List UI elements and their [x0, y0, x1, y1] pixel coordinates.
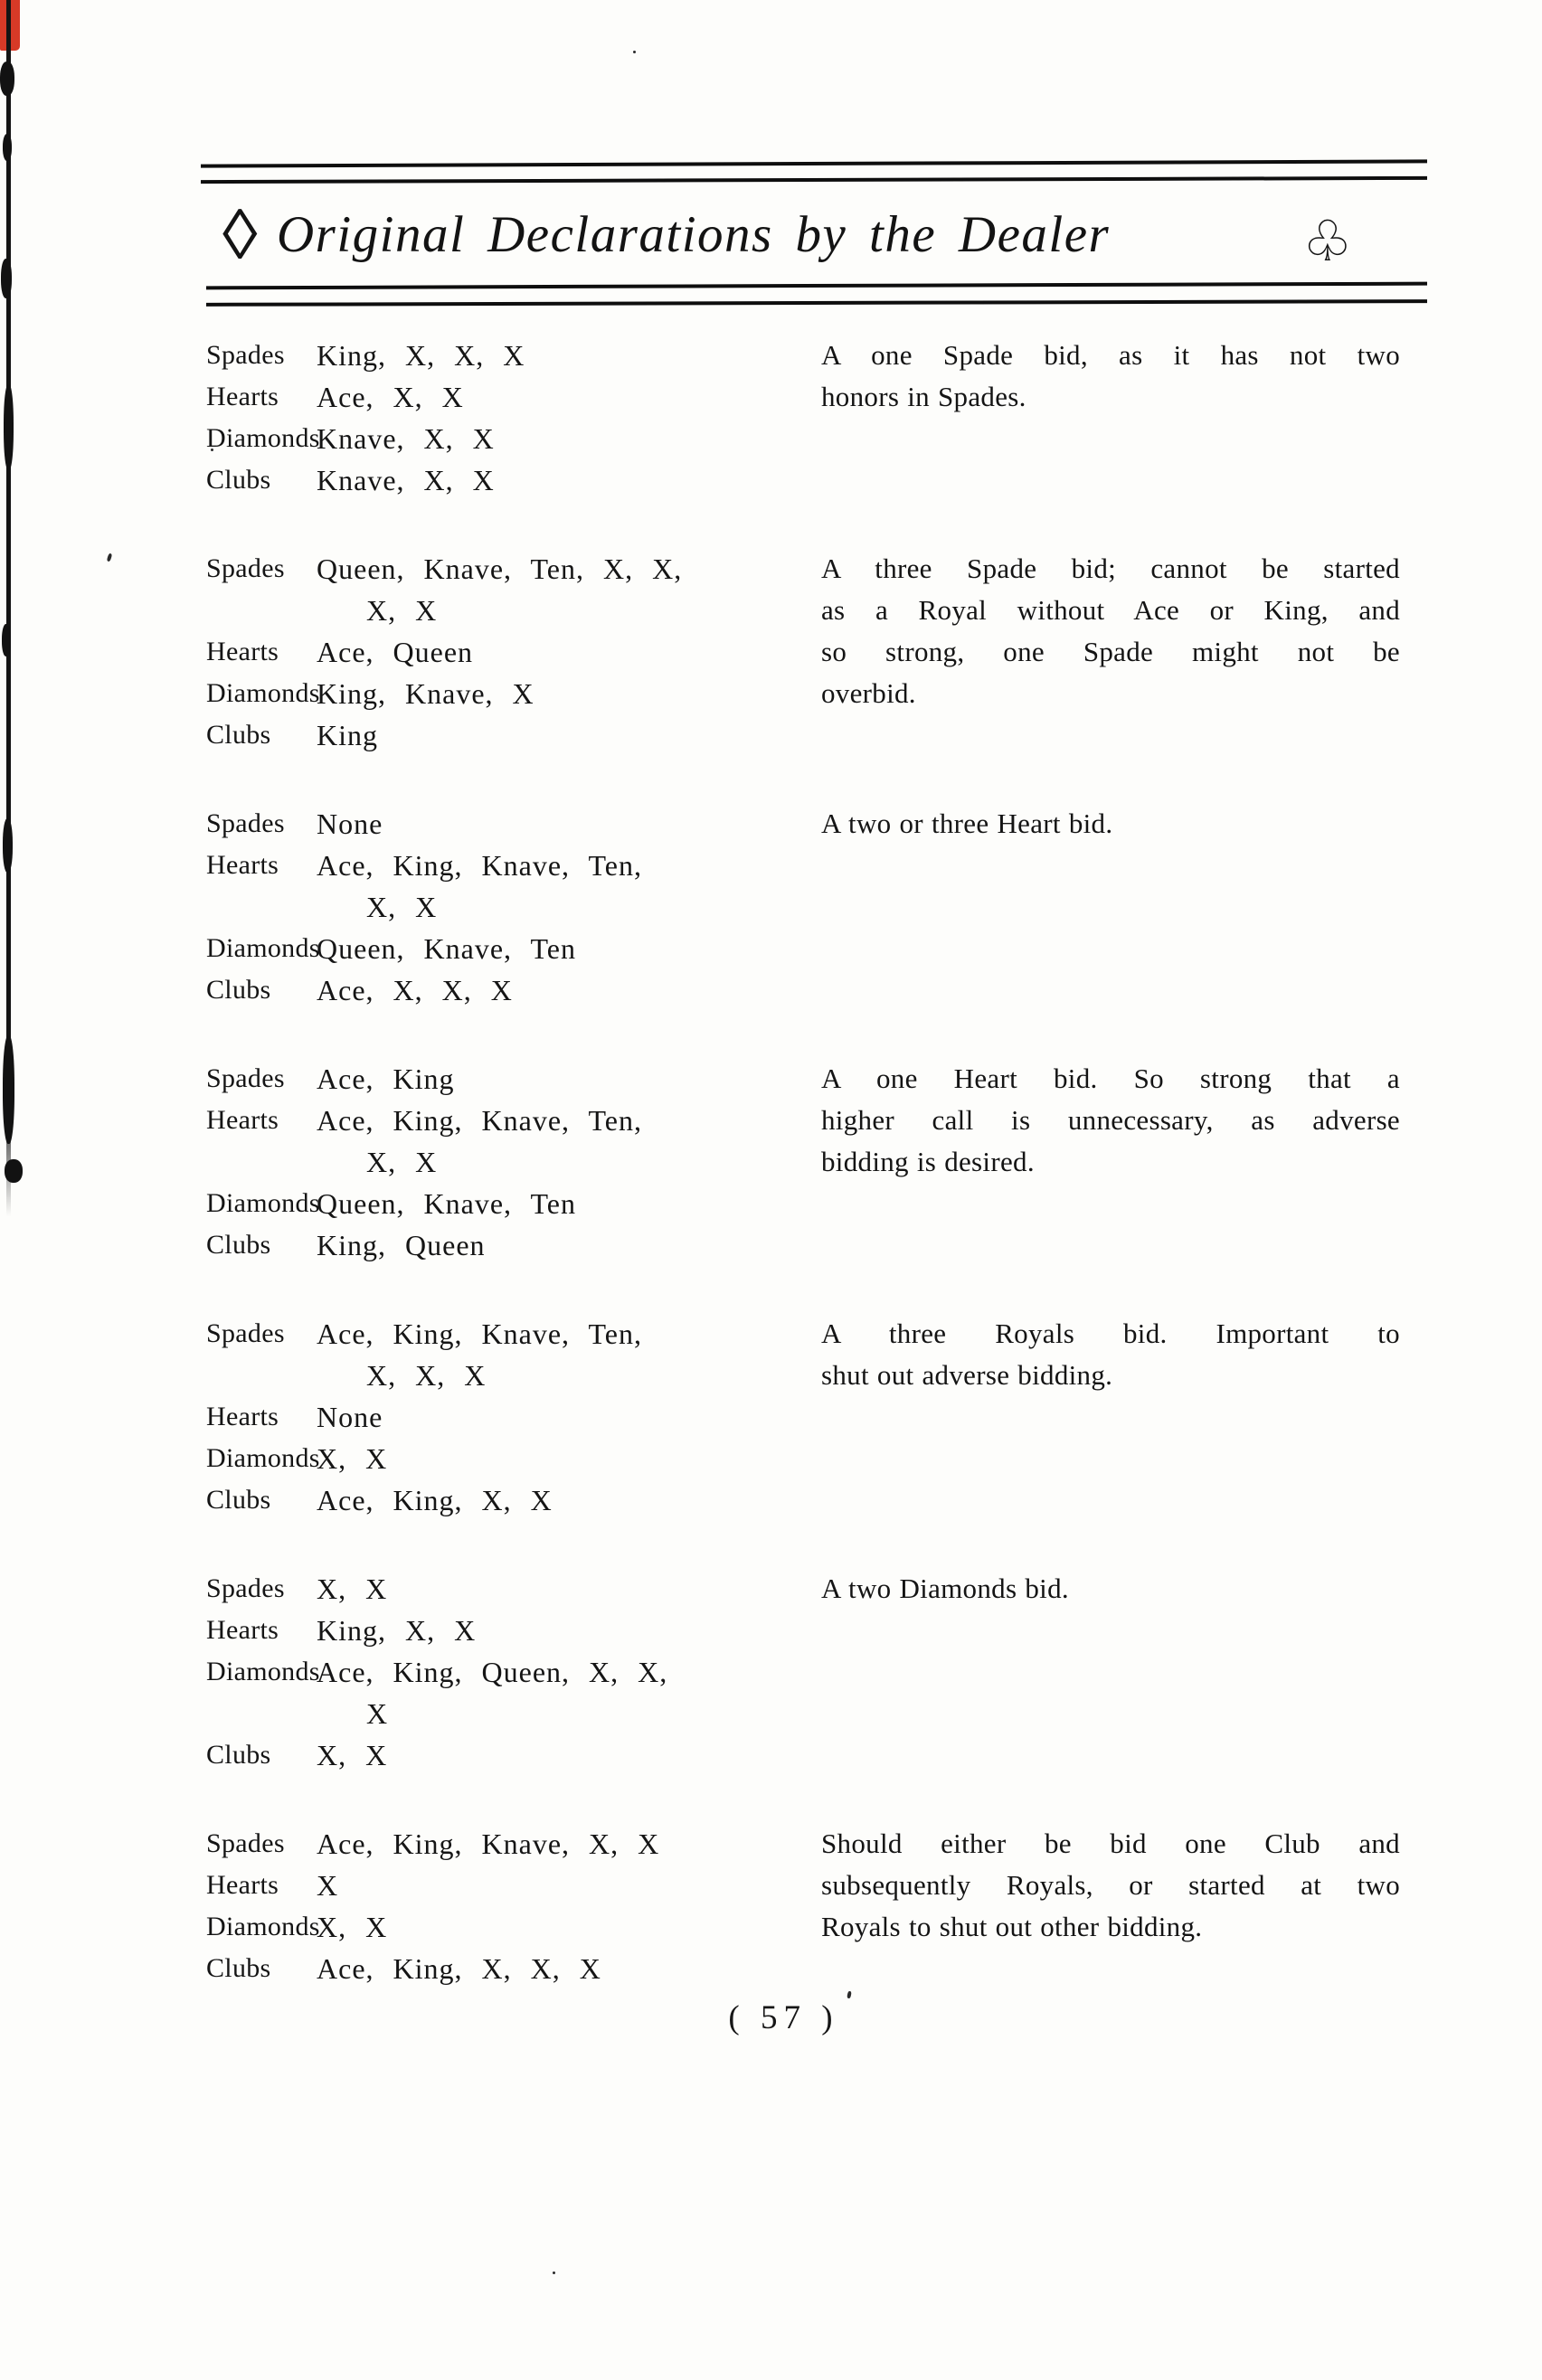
card-list: [317, 548, 821, 631]
suit-label: Hearts: [206, 850, 279, 880]
card-line: Ace, King, X, X: [317, 1484, 553, 1516]
card-list: [317, 845, 821, 928]
scan-speck: [553, 2271, 555, 2274]
hand-block-5: [206, 1313, 1402, 1521]
card-line: X: [317, 1869, 339, 1902]
card-line: X, X: [317, 1739, 388, 1771]
hand-blocks: [206, 335, 1402, 2036]
suit-label: Spades: [206, 808, 285, 838]
comment-line: A one Heart bid. So strong that a: [821, 1062, 1400, 1094]
comment-line: higher call is unnecessary, as adverse: [821, 1104, 1400, 1136]
card-list: [317, 1313, 821, 1396]
suit-label: Clubs: [206, 1230, 271, 1260]
card-line: Ace, King: [317, 1062, 455, 1095]
card-list: [317, 1224, 821, 1266]
card-list: [317, 673, 821, 714]
card-list: [317, 631, 821, 673]
comment-line: shut out adverse bidding.: [821, 1359, 1113, 1391]
card-list: [317, 1823, 821, 1865]
card-list: [317, 969, 821, 1011]
bid-comment: [821, 548, 1400, 714]
scan-speck: [633, 51, 636, 53]
hand-block-2: [206, 548, 1402, 756]
suit-row: [206, 1865, 821, 1906]
card-line: Knave, X, X: [317, 464, 495, 496]
scan-speck: [107, 553, 113, 562]
comment-line: A three Spade bid; cannot be started: [821, 552, 1400, 584]
hand-table: [206, 335, 821, 501]
comment-line: A two Diamonds bid.: [821, 1572, 1069, 1604]
comment-line: subsequently Royals, or started at two: [821, 1869, 1400, 1901]
suit-row: [206, 1568, 821, 1610]
hand-table: [206, 1313, 821, 1521]
suit-label: Spades: [206, 1828, 285, 1858]
hand-table: [206, 1823, 821, 1989]
suit-row: [206, 335, 821, 376]
card-line: Ace, King, Knave, Ten,: [317, 849, 642, 882]
comment-line: Royals to shut out other bidding.: [821, 1911, 1203, 1942]
scan-blob: [1, 259, 12, 298]
suit-label: Clubs: [206, 720, 271, 750]
suit-label: Hearts: [206, 1870, 279, 1900]
hand-table: [206, 1058, 821, 1266]
comment-line: A one Spade bid, as it has not two: [821, 339, 1400, 371]
card-line: Queen, Knave, Ten: [317, 932, 576, 965]
card-line: X, X: [317, 1442, 388, 1475]
suit-label: Clubs: [206, 465, 271, 495]
suit-row: [206, 673, 821, 714]
card-line: X: [366, 1697, 389, 1730]
card-list: [317, 418, 821, 459]
hand-table: [206, 803, 821, 1011]
card-line: King, Queen: [317, 1229, 486, 1261]
scan-blob: [4, 384, 14, 470]
suit-label: Diamonds: [206, 423, 320, 453]
card-line: King, X, X, X: [317, 339, 525, 372]
card-line: Ace, King, Knave, X, X: [317, 1828, 660, 1860]
scan-gutter-line: [6, 0, 11, 1216]
card-list: [317, 714, 821, 756]
header-double-rule-bottom-line1: [206, 282, 1427, 290]
header-double-rule-top-line1: [201, 159, 1427, 167]
suit-row: [206, 1224, 821, 1266]
suit-row: [206, 1100, 821, 1183]
suit-row: [206, 845, 821, 928]
suit-label: Spades: [206, 1318, 285, 1348]
card-list: [317, 1438, 821, 1479]
card-line: Ace, Queen: [317, 636, 474, 668]
card-line: None: [317, 1401, 383, 1433]
suit-row: [206, 1906, 821, 1948]
card-line: King, Knave, X: [317, 677, 534, 710]
card-line: None: [317, 808, 383, 840]
card-list: [317, 459, 821, 501]
suit-label: Diamonds: [206, 1912, 320, 1941]
suit-label: Diamonds: [206, 1188, 320, 1218]
card-list: [317, 1651, 821, 1734]
suit-label: Diamonds: [206, 1657, 320, 1686]
suit-label: Clubs: [206, 1740, 271, 1770]
card-list: [317, 1906, 821, 1948]
card-list: [317, 1734, 821, 1776]
suit-row: [206, 1058, 821, 1100]
card-list: [317, 1479, 821, 1521]
card-line: Ace, King, Queen, X, X,: [317, 1656, 668, 1688]
comment-line: A three Royals bid. Important to: [821, 1318, 1400, 1349]
suit-row: [206, 1183, 821, 1224]
suit-label: Diamonds: [206, 933, 320, 963]
card-line: King: [317, 719, 378, 751]
card-line: X, X: [317, 1572, 388, 1605]
card-line: Knave, X, X: [317, 422, 495, 455]
card-list: [317, 335, 821, 376]
suit-label: Spades: [206, 1573, 285, 1603]
hand-table: [206, 548, 821, 756]
comment-line: so strong, one Spade might not be: [821, 636, 1400, 667]
suit-row: [206, 1734, 821, 1776]
suit-label: Diamonds: [206, 1443, 320, 1473]
card-list: [317, 1865, 821, 1906]
card-list: [317, 1610, 821, 1651]
card-list: [317, 803, 821, 845]
comment-line: A two or three Heart bid.: [821, 808, 1113, 839]
card-list: [317, 1948, 821, 1989]
scan-blob: [3, 818, 13, 873]
card-line: X, X: [366, 891, 438, 923]
page-number: ( 57 ): [728, 1999, 839, 2036]
suit-row: [206, 1948, 821, 1989]
comment-line: overbid.: [821, 677, 916, 709]
suit-label: Spades: [206, 1063, 285, 1093]
suit-label: Spades: [206, 553, 285, 583]
club-suit-icon: ♧: [1302, 212, 1353, 273]
suit-row: [206, 1313, 821, 1396]
suit-row: [206, 803, 821, 845]
suit-row: [206, 418, 821, 459]
hand-block-7: [206, 1823, 1402, 1989]
suit-row: [206, 376, 821, 418]
suit-row: [206, 1396, 821, 1438]
suit-row: [206, 969, 821, 1011]
card-list: [317, 1100, 821, 1183]
scan-blob: [0, 61, 14, 96]
card-list: [317, 376, 821, 418]
card-list: [317, 1058, 821, 1100]
bid-comment: [821, 1568, 1400, 1610]
suit-label: Hearts: [206, 1402, 279, 1431]
comment-line: Should either be bid one Club and: [821, 1828, 1400, 1859]
comment-line: as a Royal without Ace or King, and: [821, 594, 1400, 626]
card-line: Queen, Knave, Ten, X, X,: [317, 552, 683, 585]
card-line: Ace, King, Knave, Ten,: [317, 1318, 642, 1350]
card-line: King, X, X: [317, 1614, 477, 1647]
suit-row: [206, 548, 821, 631]
hand-block-6: [206, 1568, 1402, 1776]
bid-comment: [821, 1313, 1400, 1396]
suit-row: [206, 1438, 821, 1479]
card-list: [317, 1396, 821, 1438]
suit-label: Diamonds: [206, 678, 320, 708]
card-line: Queen, Knave, Ten: [317, 1187, 576, 1220]
card-line: Ace, King, X, X, X: [317, 1952, 601, 1985]
hand-table: [206, 1568, 821, 1776]
bid-comment: [821, 335, 1400, 418]
suit-label: Hearts: [206, 637, 279, 666]
suit-label: Clubs: [206, 1953, 271, 1983]
suit-label: Clubs: [206, 975, 271, 1005]
scan-blob: [2, 624, 11, 656]
card-line: Ace, X, X: [317, 381, 464, 413]
suit-label: Spades: [206, 340, 285, 370]
hand-block-1: [206, 335, 1402, 501]
suit-row: [206, 1823, 821, 1865]
suit-label: Hearts: [206, 382, 279, 411]
suit-row: [206, 1479, 821, 1521]
page-title: Original Declarations by the Dealer: [277, 206, 1111, 263]
card-line: X, X: [317, 1911, 388, 1943]
card-line: X, X: [366, 594, 438, 627]
card-line: X, X, X: [366, 1359, 487, 1392]
header-double-rule-top-line2: [201, 176, 1427, 184]
suit-label: Clubs: [206, 1485, 271, 1515]
comment-line: bidding is desired.: [821, 1146, 1035, 1177]
suit-row: [206, 1610, 821, 1651]
bid-comment: [821, 803, 1400, 845]
card-list: [317, 1183, 821, 1224]
hand-block-3: [206, 803, 1402, 1011]
diamond-suit-icon: ◊: [222, 195, 258, 274]
suit-row: [206, 928, 821, 969]
bid-comment: [821, 1058, 1400, 1183]
suit-label: Hearts: [206, 1615, 279, 1645]
scan-blob: [3, 134, 12, 161]
suit-row: [206, 459, 821, 501]
suit-row: [206, 631, 821, 673]
card-line: Ace, X, X, X: [317, 974, 513, 1006]
card-line: X, X: [366, 1146, 438, 1178]
suit-row: [206, 1651, 821, 1734]
card-line: Ace, King, Knave, Ten,: [317, 1104, 642, 1137]
card-list: [317, 928, 821, 969]
bid-comment: [821, 1823, 1400, 1948]
scan-blob: [5, 1159, 23, 1183]
hand-block-4: [206, 1058, 1402, 1266]
scan-blob: [3, 1035, 14, 1144]
card-list: [317, 1568, 821, 1610]
header-double-rule-bottom-line2: [206, 299, 1427, 307]
comment-line: honors in Spades.: [821, 381, 1026, 412]
suit-row: [206, 714, 821, 756]
suit-label: Hearts: [206, 1105, 279, 1135]
